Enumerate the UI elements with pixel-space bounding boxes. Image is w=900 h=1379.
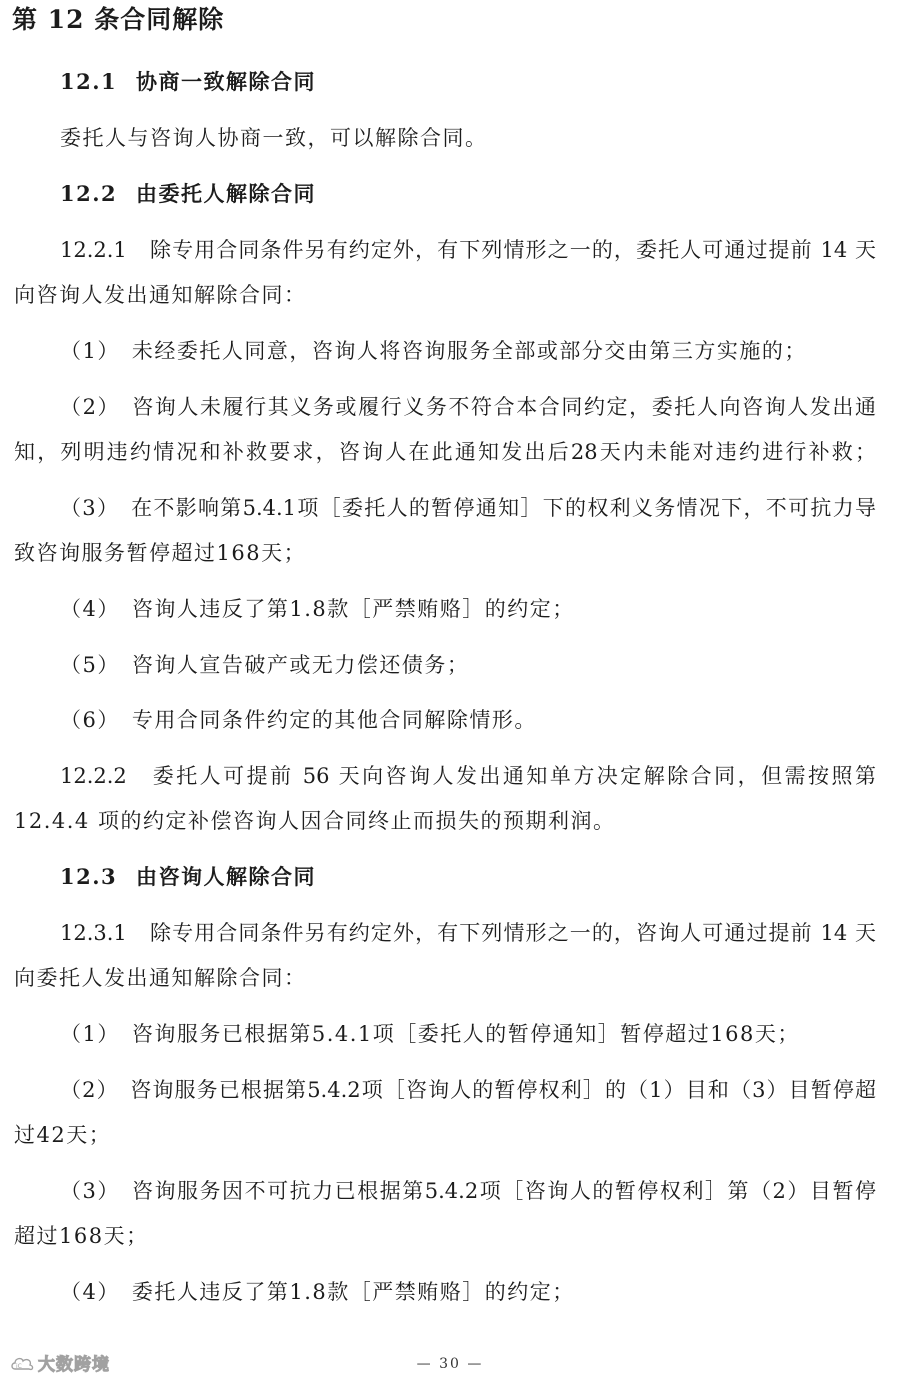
svg-text:iC: iC bbox=[16, 1362, 22, 1370]
list-item-c2-1: （1） 咨询服务已根据第5.4.1项［委托人的暂停通知］暂停超过168天； bbox=[60, 1022, 800, 1046]
list-item-c2-4: （4） 委托人违反了第1.8款［严禁贿赂］的约定； bbox=[60, 1280, 575, 1304]
section-title: 由咨询人解除合同 bbox=[136, 864, 316, 889]
list-item-c1-3-line-1: （3） 在不影响第5.4.1项［委托人的暂停通知］下的权利义务情况下，不可抗力导 bbox=[60, 496, 876, 520]
watermark bbox=[10, 1350, 110, 1375]
watermark-text: 大数跨境 bbox=[38, 1355, 110, 1375]
paragraph-12-3-1-line-2: 向委托人发出通知解除合同： bbox=[14, 966, 307, 990]
list-item-c1-2-line-1: （2） 咨询人未履行其义务或履行义务不符合本合同约定，委托人向咨询人发出通 bbox=[60, 395, 876, 419]
list-item-c1-4: （4） 咨询人违反了第1.8款［严禁贿赂］的约定； bbox=[60, 597, 575, 621]
section-title: 协商一致解除合同 bbox=[136, 69, 316, 94]
section-number: 12.2 bbox=[60, 181, 118, 206]
section-heading-12-3 bbox=[60, 863, 316, 891]
list-item-c1-2-line-2: 知，列明违约情况和补救要求，咨询人在此通知发出后28天内未能对违约进行补救； bbox=[14, 440, 876, 464]
paragraph-12-1: 委托人与咨询人协商一致，可以解除合同。 bbox=[60, 126, 488, 150]
section-number: 12.1 bbox=[60, 69, 118, 94]
list-item-c1-3-line-2: 致咨询服务暂停超过168天； bbox=[14, 541, 307, 565]
section-title: 由委托人解除合同 bbox=[136, 181, 316, 206]
list-item-c1-6: （6） 专用合同条件约定的其他合同解除情形。 bbox=[60, 708, 537, 732]
paragraph-12-2-2-line-2: 12.4.4 项的约定补偿咨询人因合同终止而损失的预期利润。 bbox=[14, 809, 616, 833]
list-item-c2-3-line-1: （3） 咨询服务因不可抗力已根据第5.4.2项［咨询人的暂停权利］第（2）目暂停 bbox=[60, 1179, 876, 1203]
list-item-c2-2-line-2: 过42天； bbox=[14, 1123, 112, 1147]
section-heading-12-2 bbox=[60, 180, 316, 208]
section-heading-12-1 bbox=[60, 68, 316, 96]
section-number: 12.3 bbox=[60, 864, 118, 889]
list-item-c2-2-line-1: （2） 咨询服务已根据第5.4.2项［咨询人的暂停权利］的（1）目和（3）目暂停超 bbox=[60, 1078, 876, 1102]
list-item-c1-1: （1） 未经委托人同意，咨询人将咨询服务全部或部分交由第三方实施的； bbox=[60, 339, 807, 363]
list-item-c1-5: （5） 咨询人宣告破产或无力偿还债务； bbox=[60, 653, 470, 677]
list-item-c2-3-line-2: 超过168天； bbox=[14, 1224, 149, 1248]
page-number: — 30 — bbox=[416, 1356, 484, 1372]
paragraph-12-2-1-line-2: 向咨询人发出通知解除合同： bbox=[14, 283, 307, 307]
cloud-logo-icon bbox=[10, 1354, 34, 1372]
paragraph-12-2-2-line-1: 12.2.2 委托人可提前 56 天向咨询人发出通知单方决定解除合同，但需按照第 bbox=[60, 764, 876, 788]
paragraph-12-3-1-line-1: 12.3.1 除专用合同条件另有约定外，有下列情形之一的，咨询人可通过提前 14 天 bbox=[60, 921, 876, 945]
chapter-title: 第 12 条合同解除 bbox=[12, 5, 225, 34]
paragraph-12-2-1-line-1: 12.2.1 除专用合同条件另有约定外，有下列情形之一的，委托人可通过提前 14 天 bbox=[60, 238, 876, 262]
